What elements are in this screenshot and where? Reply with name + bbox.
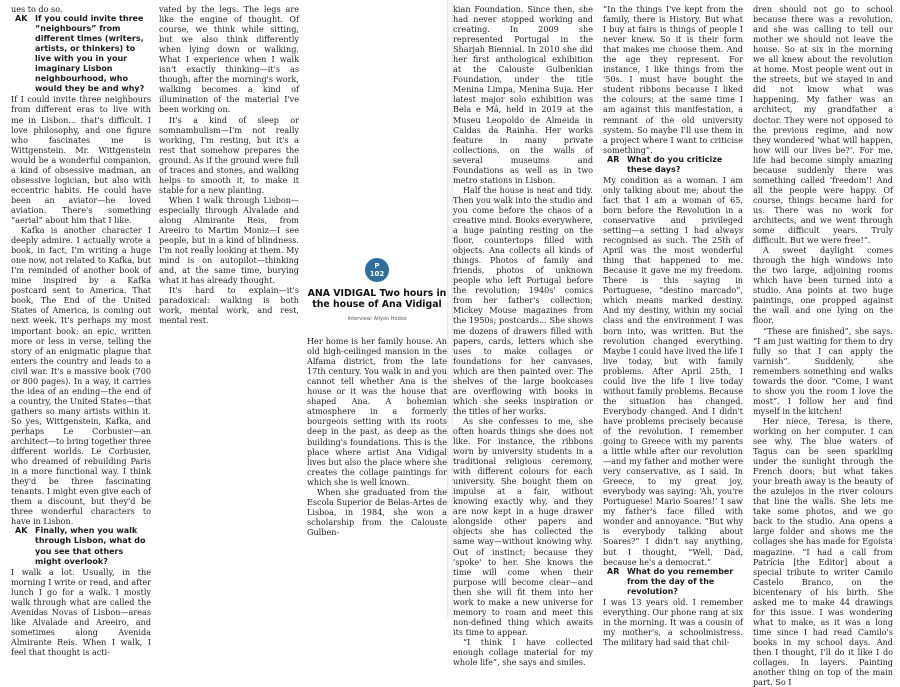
- article-credit: Interview: Allyon Hodos: [347, 316, 407, 322]
- interview-question: [11, 14, 151, 94]
- page-number-badge: [365, 258, 389, 282]
- body-paragraph: If I could invite three neighbours from different eras to live with me in Lisbon... that's difficult. I love philosophy, and one figure who fascinates me is Wittgenstein. Mr. Wittgenstein would be a wonderful companion, a kind of obsessive madman, an obsessive logician, but also with eccentric habits. He could have been an aviator—he loved aviation. There's something “aerial” about him that I like.: [11, 94, 151, 225]
- question-text: What do you criticize these days?: [627, 154, 723, 174]
- badge-letter: P: [374, 262, 380, 270]
- question-text: Finally, when you walk through Lisbon, what do you see that others might overlook?: [35, 526, 146, 566]
- body-paragraph: vated by the legs. The legs are like the engine of thought. Of course, we think while sitting, but we also think differently when lying down or walking. What I experience when I walk isn't exactly thinking—it's as though, after the morning's work, walking becomes a kind of illumination of the material I've been working on.: [159, 4, 299, 115]
- body-paragraph: I walk a lot. Usually, in the morning I write or read, and after lunch I go for a walk. I mostly walk through what are called the Avenidas Novas of Lisbon—areas like Alvalade and Areeiro, and sometimes along Avenida Almirante Reis. When I walk, I feel that thought is acti-: [11, 566, 151, 657]
- interviewer-tag: AK: [15, 526, 28, 536]
- body-paragraph: A sweet daylight comes through the high windows into the two large, adjoining rooms which have been turned into a studio. Ana points at two huge paintings, one propped against the wall and one lying on the floor.: [753, 245, 893, 326]
- body-paragraph: “These are finished”, she says. “I am just waiting for them to dry fully so that I can apply the varnish”. Suddenly, she remembers something and walks towards the door. “Come, I want to show you the room I love the most”. I follow her and find myself in the kitchen!: [753, 325, 893, 416]
- body-paragraph: Her home is her family house. An old high-ceilinged mansion in the Alfama district, from the late 17th century. You walk in and you cannot tell whether Ana is the house or it was the house that shaped Ana. A bohemian atmosphere in a formerly bourgeois setting with its roots deep in the past, as deep as the building's foundations. This is the place where artist Ana Vidigal lives but also the place where she creates the collage paintings for which she is well known.: [307, 336, 447, 487]
- interview-question: [603, 155, 743, 175]
- body-paragraph: It's hard to explain—it's paradoxical: walking is both work, mental work, and rest, mental rest.: [159, 285, 299, 326]
- body-paragraph: ues to do so.: [11, 4, 63, 14]
- body-paragraph: When I walk through Lisbon—especially through Alvalade and along Almirante Reis, from Areeiro to Martim Moniz—I see people, but in a kind of blindness. I'm not really looking at them. My mind is on autopilot—thinking and, at the same time, burying what it has already thought.: [159, 194, 299, 286]
- column-2: [159, 4, 299, 616]
- question-text: What do you remember from the day of the revolution?: [627, 566, 734, 596]
- body-paragraph: dren should not go to school because there was a revolution, and she was calling to tell our mother we should not leave the house. So at six in the morning we all knew about the revolution at home. Most people went out in the streets, but we stayed in and did not know what was happening. My father was an architect, my grandfather a doctor. They were not opposed to the previous regime, and now they wondered ‘what will happen, how will our lives be?’. For me, life had become simply amazing because suddenly there was something called ‘freedom’! And all the people were happy. Of course, things became hard for us. There was no work for architects, and we went through some difficult years. Truly difficult. But we were free!”.: [753, 4, 893, 246]
- interview-question: [603, 567, 743, 597]
- question-text: If you could invite three “neighbours” from different times (writers, artists, or thinkers) to live with you in your imaginary Lisbon neighbourhood, who would they be and why?: [35, 14, 145, 94]
- column-6: [753, 4, 893, 687]
- article-title: ANA VIDIGAL Two hours in the house of Ana Vidigal: [307, 288, 447, 310]
- column-3: [307, 4, 447, 616]
- body-paragraph: Half the house is neat and tidy. Then you walk into the studio and you come before the chaos of a creative mind. Books everywhere, a huge painting resting on the floor, countertops filled with objects. Ana collects all kinds of things. Photos of family and friends, photos of unknown people who left Portugal before the revolution; 1940s' comics from her father's collection; Mickey Mouse magazines from the 1950s; postcards... She shows me dozens of drawers filled with papers, cards, letters which she uses to make collages or foundations for her canvases, which are then painted over. The shelves of the large bookcases are overflowing with books in which she seeks inspiration or the titles of her works.: [453, 184, 593, 416]
- body-paragraph: kian Foundation. Since then, she had never stopped working and creating. In 2009 she represented Portugal in the Sharjah Biennial. In 2010 she did her first anthological exhibition at the Calouste Gulbenkian Foundation, under the title Menina Limpa, Menina Suja. Her latest major solo exhibition was Bela e Má, held in 2019 at the Museu Leopoldo de Almeida in Caldas da Rainha. Her works feature in many private collections, on the walls of several museums and Foundations as well as in two metro stations in Lisbon.: [453, 4, 593, 185]
- interviewer-tag: AK: [15, 14, 28, 24]
- left-page: [0, 0, 447, 657]
- column-1: [11, 4, 151, 657]
- column-3-top-whitespace: [307, 4, 447, 256]
- body-paragraph: I was 13 years old. I remember everything. Our phone rang at six in the morning. It was a cousin of my mother's, a schoolmistress. The military had said that chil-: [603, 596, 743, 647]
- body-paragraph: “I think I have collected enough collage material for my whole life”, she says and smiles.: [453, 636, 593, 668]
- column-4: [453, 4, 593, 668]
- column-5: [603, 4, 743, 647]
- body-paragraph: Her niece, Teresa, is there, working on her computer. I can see why. The blue waters of Tagus can be seen sparkling under the sunlight through the French doors; but what takes your breath away is the beauty of the azulejos in the river colours that line the walls. She lets me take some photos, and we go back to the studio. Ana opens a large folder and shows me the collages she has made for Egoista magazine. “I had a call from Patrícia [the Editor] about a special tribute to writer Camilo Castelo Branco, on the bicentenary of his birth. She asked me to make 44 drawings for this issue. I was wondering what to make, as it was a long time since I had read Camilo's books in my school days. And then I thought, I'll do it like I do collages. In layers. Painting another thing on top of the main part. So I: [753, 415, 893, 687]
- badge-number: 102: [369, 270, 385, 278]
- article-title-block: [307, 258, 447, 324]
- right-page: [453, 0, 900, 687]
- interviewer-tag: AR: [607, 154, 620, 164]
- interview-question: [11, 526, 151, 566]
- interviewer-tag: AR: [607, 566, 620, 576]
- body-paragraph: “In the things I've kept from the family, there is History. But what I buy at fairs is things of people I never knew. So it is their form that makes me choose them. And the age they represent. For instance, I like things from the '50s. I must have bought the student ribbons because I liked the colours; at the same time I am against this manifestation, a remnant of the old university system. So maybe I'll use them in a project where I want to criticise something”.: [603, 4, 743, 155]
- body-paragraph: When she graduated from the Escola Superior de Belas-Artes de Lisboa, in 1984, she won a scholarship from the Calouste Gulben-: [307, 486, 447, 537]
- body-paragraph: My condition as a woman. I am only talking about me; about the fact that I am a woman of 65, born before the Revolution in a conservative and privileged setting—a setting I had always recognised as such. The 25th of April was the most wonderful thing that happened to me. Because it gave me my freedom. There is this saying in Portuguese, “destino marcado”, which means marked destiny. And my destiny, within my social class and the environment I was born into, was written. But the revolution changed everything. Maybe I could have lived the life I live today, but with family problems. After April 25th, I could live the life I live today without family problems. Because the situation has changed. Everybody changed. And I didn't have problems precisely because of the revolution. I remember going to Greece with my parents a little while after our revolution—and my father and mother were very conservative, as I said. In Greece, to my great joy, everybody was saying: ‘Ah, you're Portuguese! Mario Soares!’ I saw my father's face filled with wonder and annoyance. “But why is everybody talking about Soares?” I didn't say anything, but I thought, “Well, Dad, because he's a democrat.”: [603, 174, 743, 567]
- body-paragraph: Kafka is another character I deeply admire. I actually wrote a book, in fact, I'm writing a huge one now, not related to Kafka, but I'm reminded of another book of mine inspired by a Kafka postcard sent to America. That book, The End of the United States of America, is coming out next week. It's perhaps my most important book: an epic, written more or less in verse, telling the story of an enigmatic plague that enters the country and leads to a civil war. It's a massive book (700 or 800 pages). In a way, it carries the idea of an ending—the end of a country, the United States—that gathers so many artists within it. So yes, Wittgenstein, Kafka, and perhaps Le Corbusier—an architect—to bring together three different worlds. Le Corbusier, who dreamed of rebuilding Paris in a more functional way. I think they'd be three fascinating tenants. I might even give each of them a discount, but they'd be three wonderful characters to have in Lisbon.: [11, 225, 151, 527]
- body-paragraph: It's a kind of sleep or somnambulism—I'm not really working, I'm resting, but it's a rest that somehow prepares the ground. As if the ground were full of traces and stones, and walking helps to smooth it, to make it stable for a new planting.: [159, 114, 299, 195]
- body-paragraph: As she confesses to me, she often hoards things she does not like. For instance, the ribbons worn by university students in a traditional religious ceremony, with different colours for each university. She bought them on impulse at a fair, without knowing exactly why, and they are now kept in a huge drawer alongside other papers and objects she has collected the same way—without knowing why. Out of instinct; because they 'spoke' to her. She knows the time will come when their purpose will become clear—and then she will fit them into her work to make a new universe for memory to roam and meet this non-defined thing which awaits its time to appear.: [453, 415, 593, 637]
